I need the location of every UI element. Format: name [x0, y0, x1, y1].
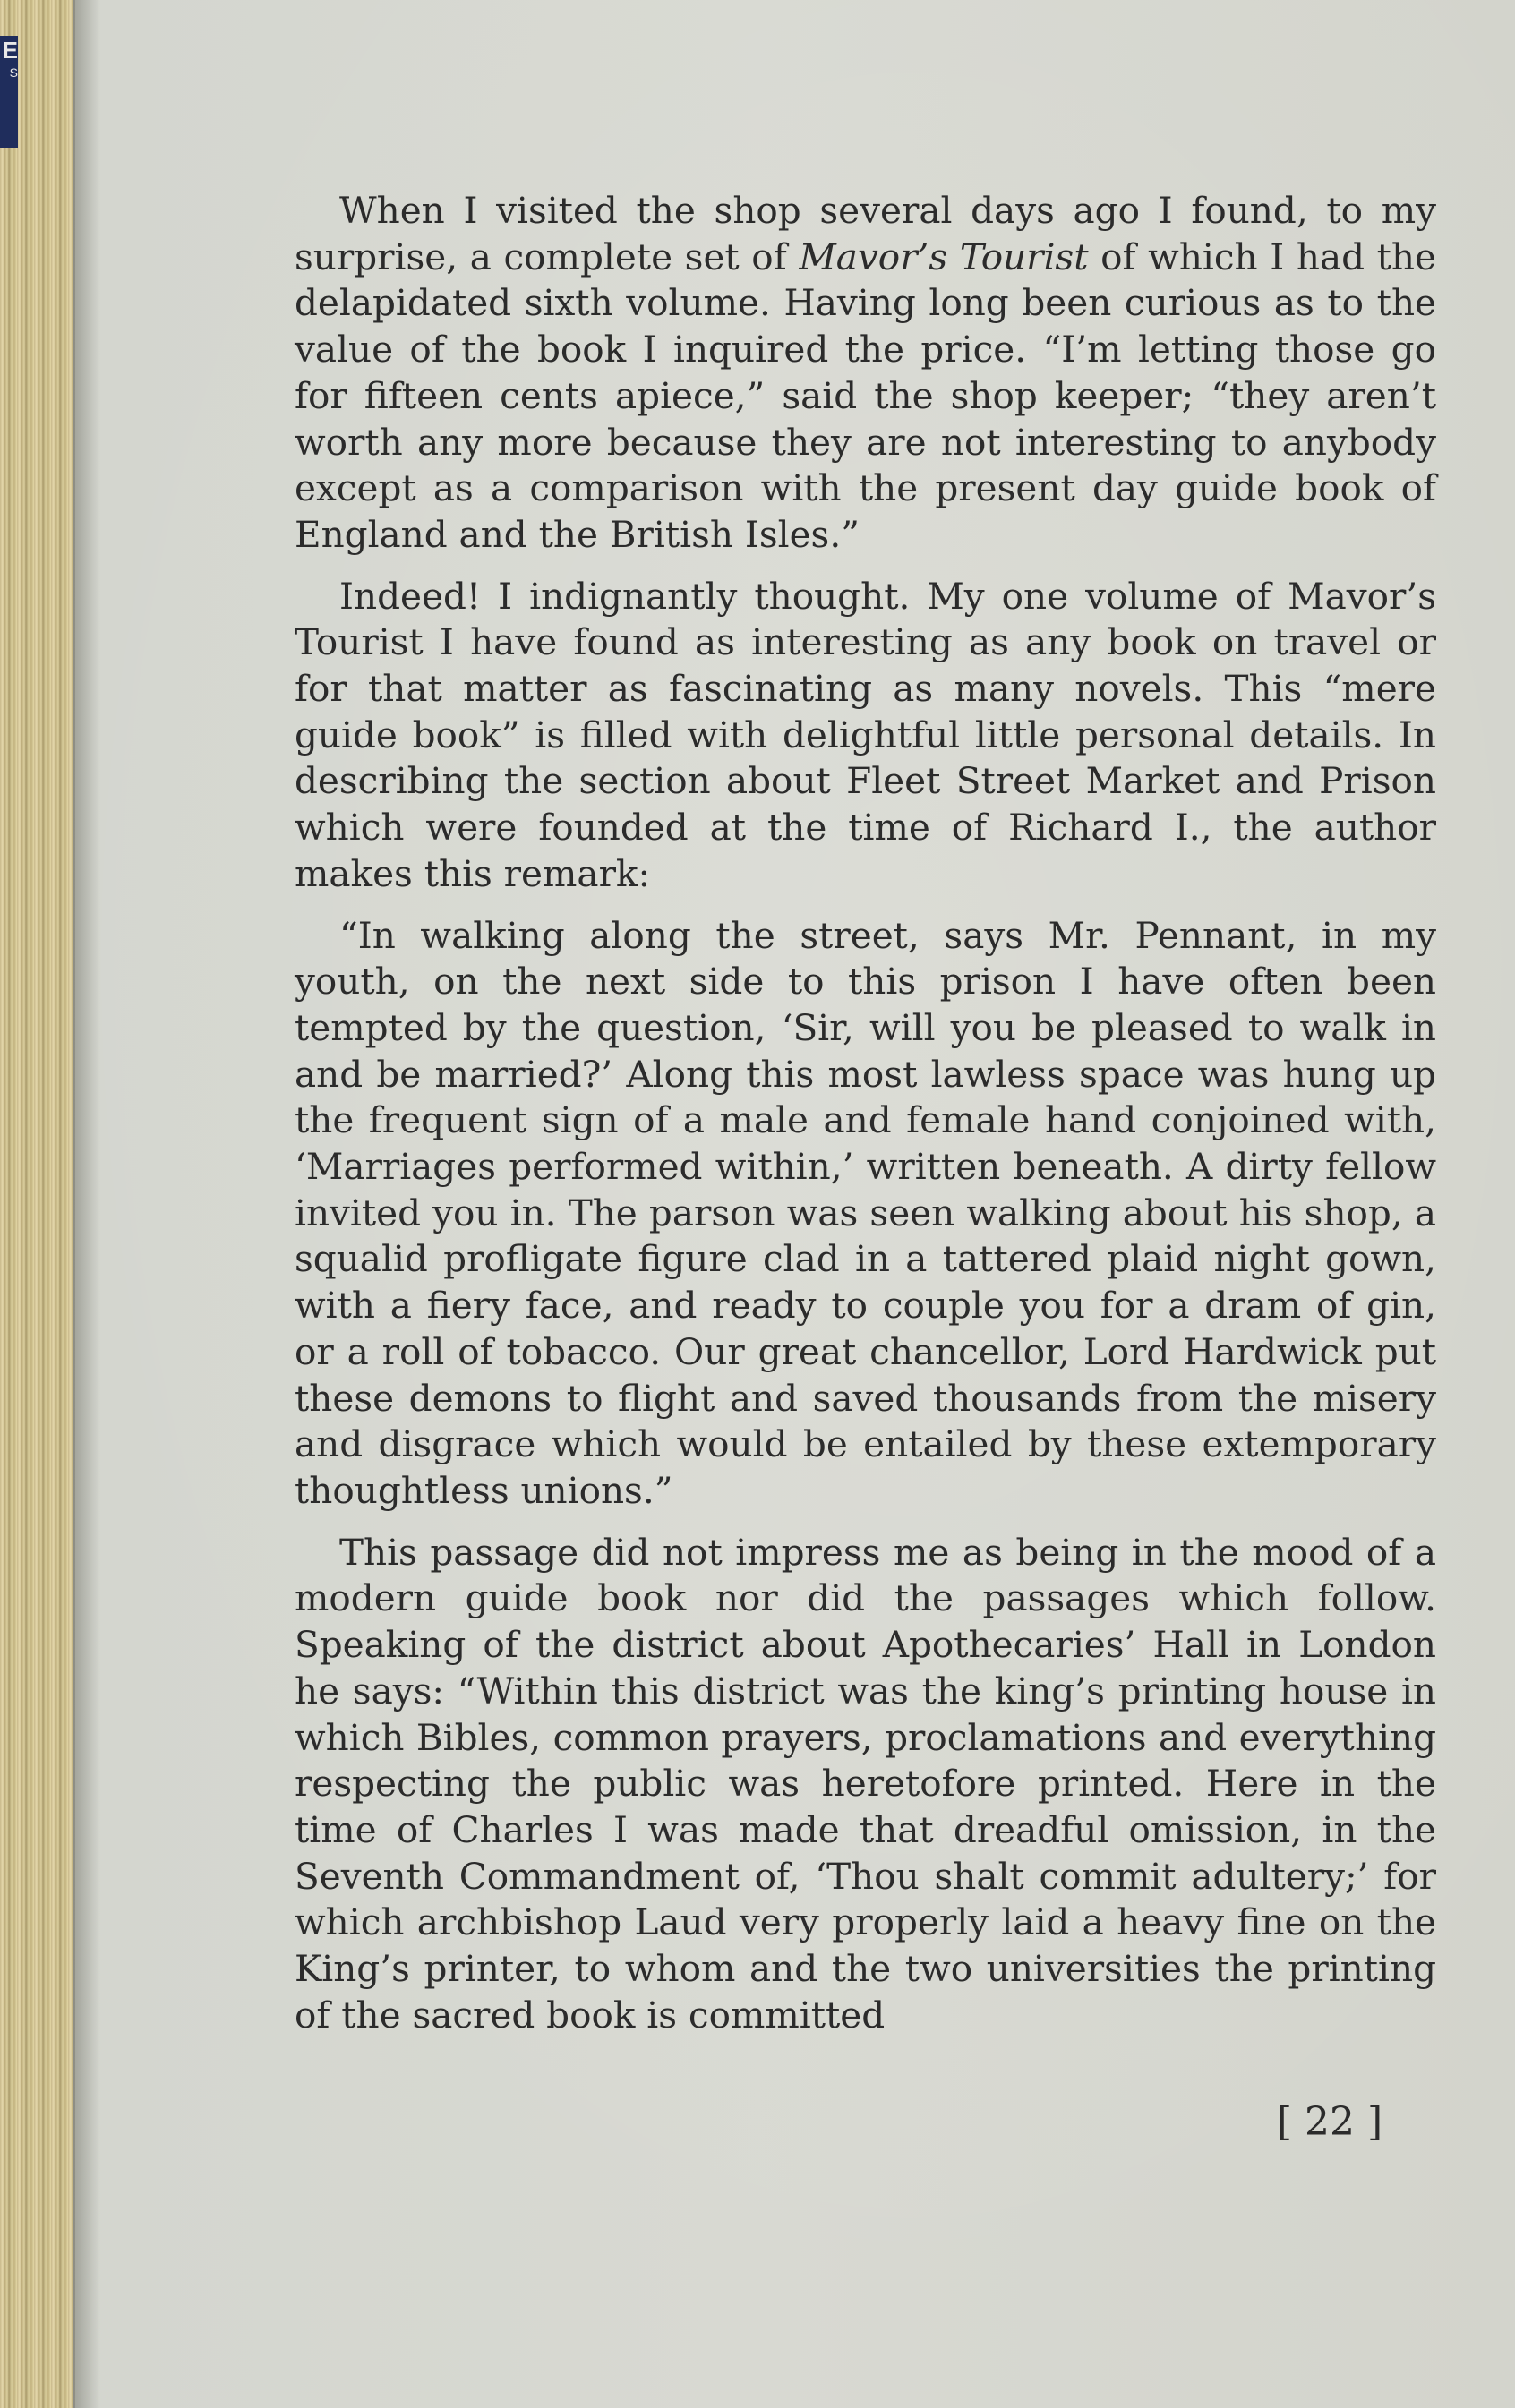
paragraph-1-after-title: of which I had the delapidated sixth volume. Having long been curious as to the value of the book I inquired the price. “I’m letting those go for fifteen cents apiece,” said the shop keeper; “they aren’t worth any more because they are not interesting to anybody except as a comparison with the present day guide book of England and the British Isles.” [295, 235, 1436, 556]
spine-shadow [73, 0, 100, 2408]
book-title: Mavor’s Tourist [799, 235, 1089, 278]
paragraph-3-quotation: “In walking along the street, says Mr. Pennant, in my youth, on the next side to this prison I have often been tempted by the question, ‘Sir, will you be pleased to walk in and be married?’ Along this most lawless space was hung up the frequent sign of a male and female hand conjoined with, ‘Marriages performed within,’ written beneath. A dirty fellow invited you in. The parson was seen walking about his shop, a squalid profligate figure clad in a tattered plaid night gown, with a fiery face, and ready to couple you for a dram of gin, or a roll of tobacco. Our great chancellor, Lord Hardwick put these demons to flight and saved thousands from the misery and disgrace which would be entailed by these extemporary thoughtless unions.” [295, 913, 1436, 1512]
paragraph-1 [295, 188, 1436, 559]
paragraph-2: Indeed! I indignantly thought. My one volume of Mavor’s Tourist I have found as interesting as any book on travel or for that matter as fascinating as many novels. This “mere guide book” is filled with delightful little personal details. In describing the section about Fleet Street Market and Prison which were founded at the time of Richard I., the author makes this remark: [295, 574, 1436, 895]
corner-tab-bottom-text: S [9, 65, 18, 80]
paragraph-1-before-title: When I visited the shop several days ago I found, to my surprise, a complete set of [295, 189, 1436, 278]
corner-tab-top-text: E [2, 37, 18, 64]
corner-tab [0, 36, 18, 148]
body-text [295, 188, 1436, 2054]
page-number: [ 22 ] [1276, 2099, 1383, 2145]
page-edges [0, 0, 75, 2408]
paragraph-4: This passage did not impress me as being in the mood of a modern guide book nor did the passages which follow. Speaking of the district about Apothecaries’ Hall in London he says: “Within this district was the king’s printing house in which Bibles, common prayers, proclamations and everything respecting the public was heretofore printed. Here in the time of Charles I was made that dreadful omission, in the Seventh Commandment of, ‘Thou shalt commit adultery;’ for which archbishop Laud very properly laid a heavy fine on the King’s printer, to whom and the two universities the printing of the sacred book is committed [295, 1530, 1436, 2037]
